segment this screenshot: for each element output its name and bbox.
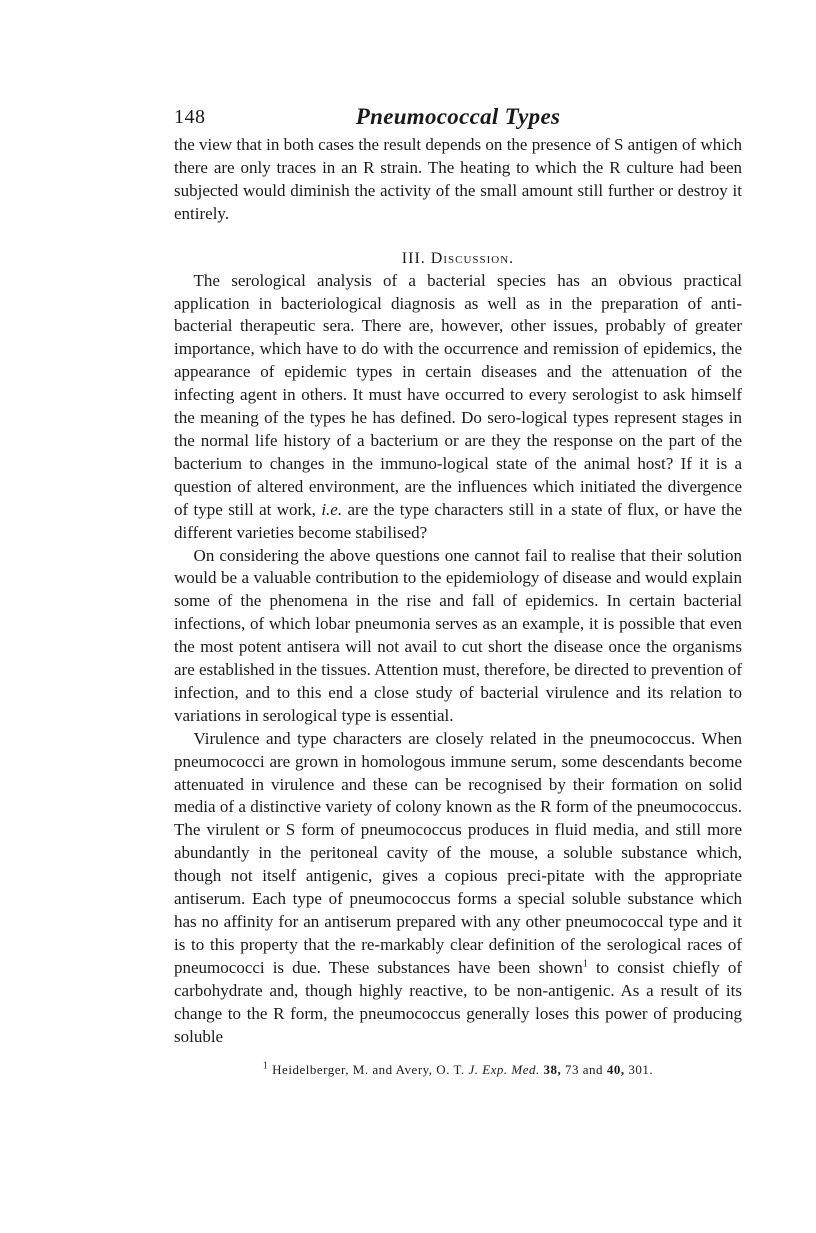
paragraph-discussion-3-tail: to consist chiefly of carbohydrate and, though highly reactive, to be non-antigenic. As a result of its change to the R form, the pneumococcus generally loses this power of producing soluble (174, 957, 742, 1046)
section-title: Discussion. (430, 249, 515, 267)
paragraph-continuation: the view that in both cases the result depends on the presence of S antigen of which there are only traces in an R strain. The heating to which the R culture had been subjected would diminish the activity of the small amount still further or destroy it entirely. (174, 135, 742, 223)
page-header (174, 104, 742, 134)
ie-abbreviation: i.e. (321, 499, 343, 519)
footnote-volume-1: 38, (543, 1062, 562, 1078)
paragraph-discussion-1 (174, 270, 742, 545)
footnote-reference[interactable]: 1 (582, 958, 588, 970)
paragraph-discussion-1-tail: are the type characters still in a state of flux, or have the different varieties become stabilised? (174, 499, 743, 542)
paragraph-discussion-2: On considering the above questions one cannot fail to realise that their solution would be a valuable contribution to the epidemiology of disease and would explain some of the phenomena in the rise and fall of epidemics. In certain bacterial infections, of which lobar pneumonia serves as an example, it is possible that even the most potent antisera will not avail to cut short the disease once the organisms are established in the tissues. Attention must, therefore, be directed to prevention of infection, and to this end a close study of bacterial virulence and its relation to variations in serological type is essential. (174, 545, 742, 725)
footnote (174, 1062, 742, 1078)
footnote-volume-2: 40, (606, 1062, 625, 1078)
page-number: 148 (174, 106, 206, 128)
footnote-authors: Heidelberger, M. and Avery, O. T. (272, 1062, 465, 1078)
footnote-pages-1: 73 and (565, 1062, 604, 1078)
paragraph-discussion-3-text: Virulence and type characters are closely related in the pneumococcus. When pneumococci are grown in homologous immune serum, some descendants become attenuated in virulence and these can be recognised by their formation on solid media of a distinctive variety of colony known as the R form of the pneumococcus. The virulent or S form of pneumococcus produces in fluid media, and still more abundantly in the peritoneal cavity of the mouse, a soluble substance which, though not itself antigenic, gives a copious preci-pitate with the appropriate antiserum. Each type of pneumococcus forms a special soluble substance which has no affinity for an antiserum prepared with any other pneumococcal type and it is to this property that the re-markably clear definition of the serological races of pneumococci is due. These substances have been shown (174, 728, 742, 977)
footnote-marker: 1 (262, 1061, 269, 1073)
footnote-journal: J. Exp. Med. (468, 1062, 540, 1078)
journal-page (174, 104, 742, 1078)
body-text (174, 134, 742, 1048)
paragraph-discussion-1-text: The serological analysis of a bacterial species has an obvious practical application in bacteriological diagnosis as well as in the preparation of anti-bacterial therapeutic sera. There are, however, other issues, probably of greater importance, which have to do with the occurrence and remission of epidemics, the appearance of epidemic types in certain diseases and the attenuation of the infecting agent in others. It must have occurred to every serologist to ask himself the meaning of the types he has defined. Do sero-logical types represent stages in the normal life history of a bacterium or are they the response on the part of the bacterium to changes in the immuno-logical state of the animal host? If it is a question of altered environment, are the influences which initiated the divergence of type still at work, (174, 270, 742, 519)
footnote-pages-2: 301. (628, 1062, 654, 1078)
paragraph-discussion-3 (174, 728, 742, 1049)
section-numeral: III. (401, 249, 426, 267)
section-heading (174, 250, 742, 268)
running-title: Pneumococcal Types (355, 104, 561, 129)
